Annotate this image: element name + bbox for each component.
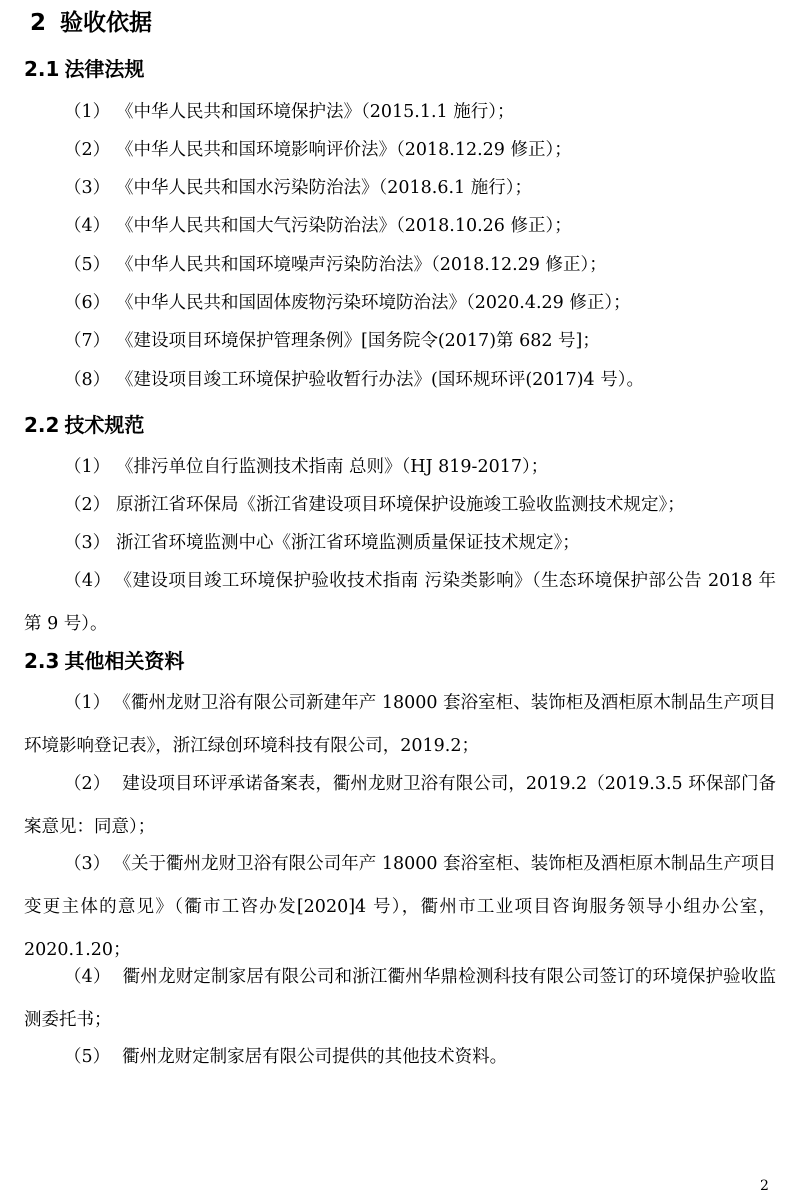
item-text: 《中华人民共和国环境噪声污染防治法》（2018.12.29 修正）； — [116, 255, 607, 275]
subsection-number: 2.3 — [24, 649, 60, 673]
item-text: 《建设项目环境保护管理条例》[国务院令(2017)第 682 号]； — [116, 331, 600, 351]
section-title: 验收依据 — [60, 10, 152, 36]
other-item-2 — [24, 763, 776, 849]
item-number: （3） — [64, 533, 111, 553]
item-number: （1） — [64, 102, 111, 122]
item-text: 《排污单位自行监测技术指南 总则》（HJ 819-2017）； — [116, 457, 549, 477]
page-number: 2 — [760, 1178, 769, 1194]
law-item-5 — [64, 251, 607, 279]
item-text: 《中华人民共和国环境保护法》（2015.1.1 施行）； — [116, 102, 515, 122]
item-number: （5） — [64, 255, 111, 275]
law-item-8 — [64, 366, 644, 394]
item-text: 《关于衢州龙财卫浴有限公司年产 18000 套浴室柜、装饰柜及酒柜原木制品生产项目变更主体的意见》（衢市工咨办发[2020]4 号），衢州市工业项目咨询服务领导小组办公室，2020.1.20； — [24, 854, 776, 960]
subsection-title: 技术规范 — [64, 413, 145, 437]
subsection-heading-other — [24, 646, 184, 676]
item-number: （1） — [64, 457, 111, 477]
item-number: （4） — [64, 571, 112, 591]
subsection-heading-technical — [24, 410, 144, 440]
item-text: 衢州龙财定制家居有限公司和浙江衢州华鼎检测科技有限公司签订的环境保护验收监测委托书； — [24, 967, 776, 1030]
tech-item-1 — [64, 453, 548, 481]
item-text: 建设项目环评承诺备案表，衢州龙财卫浴有限公司，2019.2（2019.3.5 环保部门备案意见：同意）； — [24, 774, 776, 837]
item-number: （2） — [64, 495, 111, 515]
law-item-7 — [64, 327, 600, 355]
item-text: 《中华人民共和国水污染防治法》（2018.6.1 施行）； — [116, 178, 532, 198]
law-item-3 — [64, 174, 532, 202]
item-number: （4） — [64, 216, 111, 236]
other-item-1 — [24, 682, 776, 768]
item-number: （7） — [64, 331, 111, 351]
item-text: 《建设项目竣工环境保护验收技术指南 污染类影响》（生态环境保护部公告 2018 年第 9 号）。 — [24, 571, 776, 634]
section-heading — [30, 6, 152, 40]
item-number: （5） — [64, 1047, 111, 1067]
item-text: 《中华人民共和国固体废物污染环境防治法》（2020.4.29 修正）； — [116, 293, 631, 313]
item-text: 《中华人民共和国大气污染防治法》（2018.10.26 修正）； — [116, 216, 572, 236]
law-item-1 — [64, 98, 515, 126]
subsection-title: 其他相关资料 — [64, 649, 185, 673]
subsection-title: 法律法规 — [64, 57, 145, 81]
tech-item-2 — [64, 491, 685, 519]
subsection-number: 2.1 — [24, 57, 60, 81]
item-number: （3） — [64, 178, 111, 198]
item-number: （8） — [64, 370, 111, 390]
item-number: （2） — [64, 774, 111, 794]
item-number: （2） — [64, 140, 111, 160]
other-item-4 — [24, 956, 776, 1042]
item-text: 《中华人民共和国环境影响评价法》（2018.12.29 修正）； — [116, 140, 572, 160]
item-text: 《衢州龙财卫浴有限公司新建年产 18000 套浴室柜、装饰柜及酒柜原木制品生产项目环境影响登记表》，浙江绿创环境科技有限公司，2019.2； — [24, 693, 776, 756]
subsection-heading-laws — [24, 54, 144, 84]
law-item-2 — [64, 136, 572, 164]
item-number: （4） — [64, 967, 111, 987]
other-item-5 — [24, 1036, 776, 1079]
item-text: 《建设项目竣工环境保护验收暂行办法》(国环规环评(2017)4 号）。 — [116, 370, 644, 390]
item-number: （6） — [64, 293, 111, 313]
tech-item-4 — [24, 560, 776, 646]
other-item-3 — [24, 843, 776, 972]
item-number: （3） — [64, 854, 111, 874]
section-number: 2 — [30, 10, 47, 36]
item-text: 原浙江省环保局《浙江省建设项目环境保护设施竣工验收监测技术规定》； — [116, 495, 685, 515]
item-text: 衢州龙财定制家居有限公司提供的其他技术资料。 — [122, 1047, 508, 1067]
item-number: （1） — [64, 693, 111, 713]
law-item-4 — [64, 212, 572, 240]
subsection-number: 2.2 — [24, 413, 60, 437]
item-text: 浙江省环境监测中心《浙江省环境监测质量保证技术规定》； — [116, 533, 580, 553]
law-item-6 — [64, 289, 631, 317]
tech-item-3 — [64, 529, 580, 557]
